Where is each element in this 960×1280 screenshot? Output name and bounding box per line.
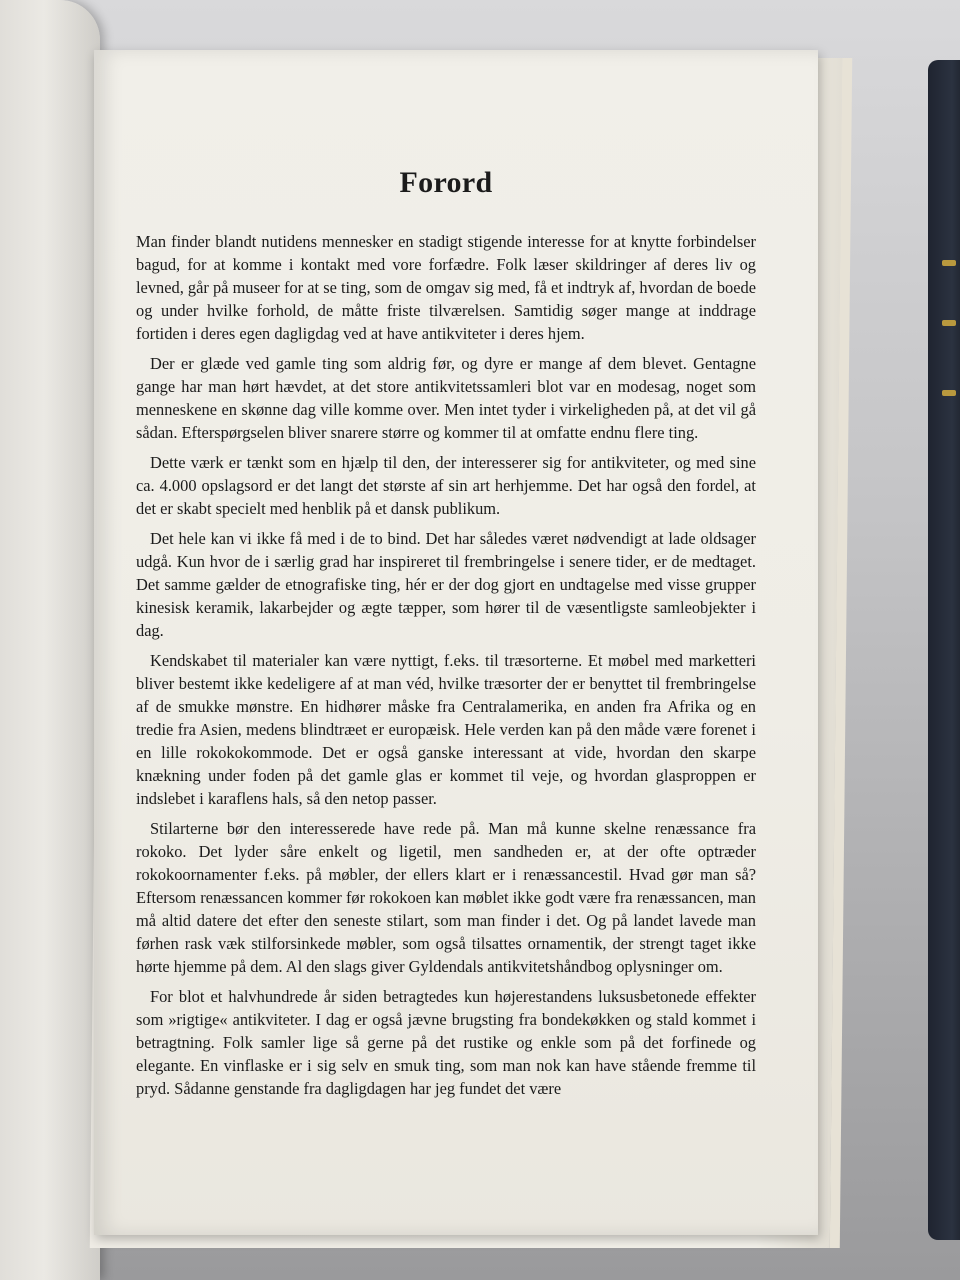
paragraph: Der er glæde ved gamle ting som aldrig før, og dyre er mange af dem blevet. Gentagne gange har man hørt hævdet, at det store antikvitetssamleri blot var en modesag, noget som menneskene en skønne dag ville komme over. Men intet tyder i virkeligheden på, at det vil gå sådan. Efterspørgselen bliver snarere større og kommer til at omfatte endnu flere ting.: [136, 354, 756, 442]
paragraph: Stilarterne bør den interesserede have rede på. Man må kunne skelne renæssance fra rokoko. Det lyder såre enkelt og ligetil, men sandheden er, at der ofte optræder rokokoornamenter f.eks. på møbler, der ellers klart er i renæssancestil. Hvad gør man så? Eftersom renæssancen kommer før rokokoen kan møblet ikke godt være fra renæssancen, man må altid datere det efter den seneste stilart, som man finder i det. Og på landet lavede man førhen rask væk stilforsinkede møbler, som også tilsattes ornamentik, der strengt taget ikke hørte hjemme på dem. Al den slags giver Gyldendals antikvitetshåndbog oplysninger om.: [136, 819, 756, 976]
page-content: [136, 166, 756, 1107]
left-page-edge: [0, 0, 100, 1280]
paragraph: Man finder blandt nutidens mennesker en stadigt stigende interesse for at knytte forbindelser bagud, for at komme i kontakt med vore forfædre. Folk læser skildringer af deres liv og levned, går på museer for at se ting, som de omgav sig med, få et indtryk af, hvordan de boede og under hvilke forhold, de måtte friste tilværelsen. Samtidig søger mange at inddrage fortiden i deres egen dagligdag ved at have antikviteter i deres hjem.: [136, 232, 756, 343]
paragraph: For blot et halvhundrede år siden betragtedes kun højerestandens luksusbetonede effekter som »rigtige« antikviteter. I dag er også jævne brugsting fra bondekøkken og stald kommet i betragtning. Folk samler lige så gerne på det rustike og enkle som på det forfinede og elegante. En vinflaske er i sig selv en smuk ting, som man nok kan have stående fremme til pryd. Sådanne genstande fra dagligdagen har jeg fundet det være: [136, 987, 756, 1098]
page-title: Forord: [399, 166, 493, 199]
spine-gold-mark: [942, 320, 956, 326]
paragraph: Det hele kan vi ikke få med i de to bind. Det har således været nødvendigt at lade oldsager udgå. Kun hvor de i særlig grad har inspireret til frembringelse i senere tider, er de medtaget. Det samme gælder de etnografiske ting, hér er der dog gjort en undtagelse med visse grupper kinesisk keramik, lakarbejder og ægte tæpper, som hører til de væsentligste samleobjekter i dag.: [136, 529, 756, 640]
book-page: [94, 50, 818, 1235]
side-book-spine: [928, 60, 960, 1240]
spine-gold-mark: [942, 260, 956, 266]
spine-gold-mark: [942, 390, 956, 396]
paragraph: Dette værk er tænkt som en hjælp til den, der interesserer sig for antikviteter, og med sine ca. 4.000 opslagsord er det langt det største af sin art herhjemme. Det har også den fordel, at det er skabt specielt med henblik på et dansk publikum.: [136, 453, 756, 518]
paragraph: Kendskabet til materialer kan være nyttigt, f.eks. til træsorterne. Et møbel med marketteri bliver bestemt ikke kedeligere af at man véd, hvilke træsorter der er benyttet til frembringelse af de smukke mønstre. En hidhører måske fra Centralamerika, en anden fra Afrika og en tredie fra Asien, medens blindtræet er europæisk. Hele verden kan på den måde være forenet i en lille rokokokommode. Det er også ganske interessant at vide, hvordan den skarpe knækning under foden på det gamle glas er kommet til veje, og hvordan glasproppen er indslebet i karaflens hals, så den netop passer.: [136, 651, 756, 808]
